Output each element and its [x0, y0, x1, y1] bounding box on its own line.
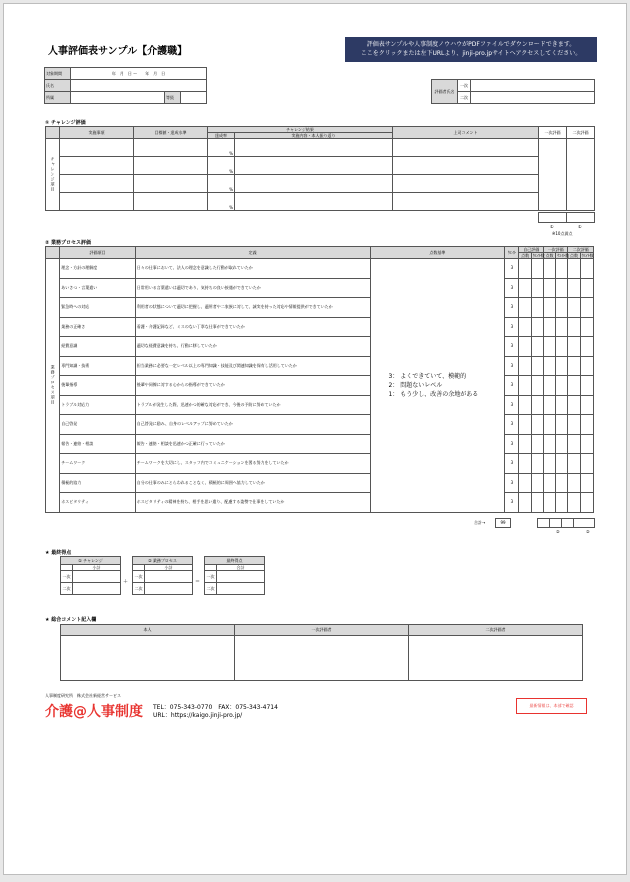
- process-total-label: 合計→: [474, 520, 486, 525]
- process-row: [46, 337, 594, 357]
- process-item-weight: 3: [505, 493, 519, 513]
- process-score-cell[interactable]: [519, 278, 531, 298]
- process-score-cell[interactable]: [519, 298, 531, 318]
- process-score-cell[interactable]: [556, 434, 568, 454]
- process-row: [46, 415, 594, 435]
- process-item-weight: 3: [505, 473, 519, 493]
- process-score-cell[interactable]: [556, 337, 568, 357]
- final-challenge-first[interactable]: [73, 571, 121, 583]
- process-score-cell[interactable]: [519, 259, 531, 279]
- process-item-name: トラブル対応力: [60, 395, 136, 415]
- process-item-weight: 3: [505, 415, 519, 435]
- process-item-definition: 報告・連絡・相談を迅速かつ正確に行っていたか: [135, 434, 370, 454]
- process-score-cell[interactable]: [556, 356, 568, 376]
- challenge-row-1-comment[interactable]: [393, 139, 539, 157]
- final-process-sub: 小計: [145, 565, 193, 571]
- process-criteria-cell: [370, 259, 505, 513]
- process-score-cell[interactable]: [519, 454, 531, 474]
- process-item-weight: 3: [505, 356, 519, 376]
- process-item-weight: 3: [505, 337, 519, 357]
- comment-second-header: 二次評価者: [409, 625, 583, 636]
- banner-line-1[interactable]: 評価表サンプルや人事制度ノウハウがPDFファイルでダウンロードできます。: [366, 41, 576, 48]
- banner-line-2[interactable]: ここをクリックまたは左下URLより、jinji-pro.jpサイトへアクセスしてください。: [360, 50, 582, 57]
- challenge-result-header: チャレンジ結果: [208, 127, 393, 133]
- process-score-cell[interactable]: [543, 454, 555, 474]
- process-score-cell[interactable]: [568, 278, 580, 298]
- challenge-row-3-rate[interactable]: %: [208, 175, 235, 193]
- comment-self-field[interactable]: [61, 636, 235, 681]
- process-score-cell[interactable]: [556, 395, 568, 415]
- process-second-score-header: 点数: [568, 253, 580, 259]
- download-banner[interactable]: [345, 37, 597, 62]
- process-score-cell[interactable]: [531, 317, 543, 337]
- process-score-cell[interactable]: [568, 259, 580, 279]
- process-item-weight: 3: [505, 259, 519, 279]
- process-score-cell[interactable]: [580, 493, 593, 513]
- process-item-name: 後輩指導: [60, 376, 136, 396]
- process-self-weighted-header: ｳｴｲﾄ数: [532, 252, 545, 258]
- process-item-definition: 看護・介護記録など、ミスのない丁寧な仕事ができていたか: [135, 317, 370, 337]
- footer-red-box: 最新情報は、本部で確認: [516, 698, 587, 714]
- process-score-cell[interactable]: [531, 278, 543, 298]
- process-score-cell[interactable]: [531, 493, 543, 513]
- name-field[interactable]: [71, 80, 207, 92]
- process-score-cell[interactable]: [519, 376, 531, 396]
- process-item-definition: トラブルが発生した際、迅速かつ的確な対応ができ、今後の予防に努めていたか: [135, 395, 370, 415]
- process-score-cell[interactable]: [568, 454, 580, 474]
- process-score-cell[interactable]: [580, 415, 593, 435]
- process-score-cell[interactable]: [519, 493, 531, 513]
- process-score-cell[interactable]: [568, 337, 580, 357]
- process-item-name: ホスピタリティ: [60, 493, 136, 513]
- criteria-line: 3： よくできていて、模範的: [388, 372, 467, 380]
- final-challenge-second-label: 二次: [61, 583, 73, 595]
- final-process-second[interactable]: [145, 583, 193, 595]
- process-score-cell[interactable]: [531, 454, 543, 474]
- process-self-score-header: 点数: [519, 253, 531, 259]
- process-score-cell[interactable]: [519, 395, 531, 415]
- process-score-cell[interactable]: [531, 298, 543, 318]
- process-score-cell[interactable]: [568, 395, 580, 415]
- process-item-definition: 日常用いる言葉遣いは適切であり、気持ちの良い接遇ができていたか: [135, 278, 370, 298]
- process-first-weighted-header: ｳｴｲﾄ数: [557, 252, 570, 258]
- challenge-first-score[interactable]: [539, 139, 567, 211]
- process-score-cell[interactable]: [568, 317, 580, 337]
- comment-self-header: 本人: [61, 625, 235, 636]
- challenge-row-1-rate[interactable]: %: [208, 139, 235, 157]
- period-field[interactable]: 年 月 日 ～ 年 月 日: [71, 68, 207, 80]
- evaluator-second-label: 二次: [458, 92, 471, 104]
- challenge-row-2-content[interactable]: [235, 157, 393, 175]
- challenge-circle-1b: ①: [578, 224, 582, 229]
- process-score-cell[interactable]: [543, 337, 555, 357]
- process-row: [46, 376, 594, 396]
- process-score-cell[interactable]: [543, 473, 555, 493]
- process-score-cell[interactable]: [543, 278, 555, 298]
- final-challenge-first-label: 一次: [61, 571, 73, 583]
- process-item-definition: 適切な経費意識を持ち、行動に移していたか: [135, 337, 370, 357]
- challenge-second-header: 二次評価: [567, 127, 595, 139]
- challenge-row-4-rate[interactable]: %: [208, 193, 235, 211]
- process-score-cell[interactable]: [580, 259, 593, 279]
- challenge-row-3-content[interactable]: [235, 175, 393, 193]
- challenge-row-4-goal[interactable]: [134, 193, 208, 211]
- process-score-cell[interactable]: [556, 493, 568, 513]
- process-total-second-score[interactable]: [562, 519, 574, 528]
- grade-label: 等級: [165, 92, 181, 104]
- process-self-header: 自己評価: [519, 247, 543, 253]
- process-score-cell[interactable]: [556, 473, 568, 493]
- final-challenge-title: ① チャレンジ: [61, 557, 121, 565]
- process-first-header: 一次評価: [543, 247, 567, 253]
- footer-logo: 介護@人事制度: [45, 704, 143, 720]
- process-score-cell[interactable]: [568, 356, 580, 376]
- challenge-row-1-item[interactable]: [60, 139, 134, 157]
- process-row: [46, 259, 594, 279]
- process-score-cell[interactable]: [543, 493, 555, 513]
- challenge-row-3-comment[interactable]: [393, 175, 539, 193]
- process-total-value: 99: [495, 518, 511, 528]
- final-box-challenge: [60, 556, 121, 595]
- final-total-sub: 合計: [217, 565, 265, 571]
- final-process-first[interactable]: [145, 571, 193, 583]
- process-item-definition: 日々の仕事において、法人の理念を意識した行動が取れていたか: [135, 259, 370, 279]
- challenge-row-2-item[interactable]: [60, 157, 134, 175]
- evaluator-second-field[interactable]: [471, 92, 595, 104]
- process-score-cell[interactable]: [556, 415, 568, 435]
- process-first-score-header: 点数: [543, 253, 555, 259]
- process-item-name: あいさつ・言葉遣い: [60, 278, 136, 298]
- criteria-line: 2： 問題ないレベル: [388, 381, 443, 389]
- challenge-subtotal-second[interactable]: [567, 213, 595, 223]
- process-side-label: 業務プロセス項目: [46, 259, 60, 513]
- challenge-row-2-rate[interactable]: %: [208, 157, 235, 175]
- process-item-definition: チームワークを大切にし、スタッフ内でコミュニケーションを図る努力をしていたか: [135, 454, 370, 474]
- process-total-first-weighted[interactable]: [550, 519, 562, 528]
- challenge-subtotal-table: [538, 212, 595, 223]
- process-item-definition: 自己啓発に励み、自身のレベルアップに努めていたか: [135, 415, 370, 435]
- final-total-second[interactable]: [217, 583, 265, 595]
- header-info-table: [44, 67, 207, 104]
- process-score-cell[interactable]: [531, 473, 543, 493]
- process-item-weight: 3: [505, 298, 519, 318]
- process-total-second-weighted[interactable]: [574, 519, 595, 528]
- process-score-cell[interactable]: [556, 317, 568, 337]
- final-total-first[interactable]: [217, 571, 265, 583]
- process-score-cell[interactable]: [543, 356, 555, 376]
- process-score-cell[interactable]: [580, 298, 593, 318]
- process-item-definition: 担当業務に必要な一定レベル以上の専門知識・技能及び関連知識を保有し活用していたか: [135, 356, 370, 376]
- process-score-cell[interactable]: [556, 454, 568, 474]
- process-score-cell[interactable]: [519, 473, 531, 493]
- process-second-header: 二次評価: [568, 247, 594, 253]
- challenge-row-2-comment[interactable]: [393, 157, 539, 175]
- process-score-cell[interactable]: [580, 473, 593, 493]
- evaluator-table: [431, 79, 595, 104]
- criteria-line: 1： もう少し、改善の余地がある: [388, 390, 479, 398]
- process-item-name: 専門知識・技術: [60, 356, 136, 376]
- challenge-second-score[interactable]: [567, 139, 595, 211]
- process-row: [46, 434, 594, 454]
- evaluator-label: 評価者氏名: [432, 80, 458, 104]
- process-score-cell[interactable]: [519, 356, 531, 376]
- final-equals-sign: ＝: [195, 579, 201, 585]
- process-score-cell[interactable]: [543, 415, 555, 435]
- challenge-subtotal-first[interactable]: [539, 213, 567, 223]
- process-score-cell[interactable]: [519, 337, 531, 357]
- process-score-cell[interactable]: [531, 395, 543, 415]
- process-score-cell[interactable]: [556, 259, 568, 279]
- process-score-cell[interactable]: [568, 473, 580, 493]
- process-item-name: 理念・方針の理解度: [60, 259, 136, 279]
- period-label: 対象期間: [45, 68, 71, 80]
- process-score-cell[interactable]: [519, 415, 531, 435]
- process-item-definition: ホスピタリティの精神を持ち、相手を思い遣り、配慮する姿勢で仕事をしていたか: [135, 493, 370, 513]
- final-box-process: [132, 556, 193, 595]
- final-total-title: 最終得点: [205, 557, 265, 565]
- challenge-note: ※10点満点: [552, 231, 573, 236]
- process-score-cell[interactable]: [543, 298, 555, 318]
- process-row: [46, 298, 594, 318]
- process-score-cell[interactable]: [568, 415, 580, 435]
- page-title: 人事評価表サンプル【介護職】: [48, 46, 188, 57]
- process-score-cell[interactable]: [580, 278, 593, 298]
- challenge-comment-header: 上司コメント: [393, 127, 539, 139]
- final-process-title: ② 業務プロセス: [133, 557, 193, 565]
- process-item-weight: 3: [505, 454, 519, 474]
- process-row: [46, 356, 594, 376]
- process-row: [46, 317, 594, 337]
- process-score-cell[interactable]: [568, 434, 580, 454]
- process-item-definition: 自分の仕事のみにとらわれることなく、積極的に周囲へ協力していたか: [135, 473, 370, 493]
- process-definition-header: 定義: [135, 247, 370, 259]
- challenge-row-4-comment[interactable]: [393, 193, 539, 211]
- process-score-cell[interactable]: [543, 259, 555, 279]
- process-score-cell[interactable]: [531, 356, 543, 376]
- process-weight-header: ｳｴｲﾄ: [505, 247, 519, 259]
- footer-contact: TEL：075-343-0770 FAX：075-343-4714: [153, 704, 278, 711]
- process-score-cell[interactable]: [519, 317, 531, 337]
- comment-table: [60, 624, 583, 681]
- final-process-second-label: 二次: [133, 583, 145, 595]
- dept-label: 所属: [45, 92, 71, 104]
- process-item-weight: 3: [505, 278, 519, 298]
- process-criteria-header: 点数基準: [370, 247, 505, 259]
- process-score-cell[interactable]: [531, 337, 543, 357]
- challenge-row-2-goal[interactable]: [134, 157, 208, 175]
- grade-field[interactable]: [181, 92, 207, 104]
- challenge-row-1-goal[interactable]: [134, 139, 208, 157]
- process-item-weight: 3: [505, 395, 519, 415]
- process-item-definition: 後輩や同僚に対する心からの指導ができていたか: [135, 376, 370, 396]
- process-score-cell[interactable]: [531, 415, 543, 435]
- process-item-name: 経費意識: [60, 337, 136, 357]
- process-score-cell[interactable]: [568, 376, 580, 396]
- final-box-total: [204, 556, 265, 595]
- evaluator-first-field[interactable]: [471, 80, 595, 92]
- process-total-table: [537, 518, 595, 528]
- process-item-definition: 利用者の状態について適切に把握し、適所者や二家族に対して、誠実を持った対応や情報提供ができていたか: [135, 298, 370, 318]
- name-label: 氏名: [45, 80, 71, 92]
- process-item-weight: 3: [505, 434, 519, 454]
- footer-tagline: 人事制度研究所 株式会社新経営サービス: [45, 693, 121, 698]
- process-table: [45, 246, 594, 513]
- process-score-cell[interactable]: [543, 376, 555, 396]
- process-item-name: 業務の正確さ: [60, 317, 136, 337]
- process-score-cell[interactable]: [580, 317, 593, 337]
- process-row: [46, 493, 594, 513]
- final-total-first-label: 一次: [205, 571, 217, 583]
- process-score-cell[interactable]: [531, 434, 543, 454]
- challenge-section-title: ① チャレンジ評価: [45, 120, 86, 126]
- process-section-title: ② 業務プロセス評価: [45, 240, 91, 246]
- footer-url[interactable]: URL：https://kaigo.jinji-pro.jp/: [153, 712, 243, 719]
- challenge-row-3-item[interactable]: [60, 175, 134, 193]
- evaluation-sheet-page: [3, 3, 627, 875]
- process-score-cell[interactable]: [519, 434, 531, 454]
- process-row: [46, 454, 594, 474]
- final-total-second-label: 二次: [205, 583, 217, 595]
- process-row: [46, 395, 594, 415]
- comment-first-header: 一次評価者: [235, 625, 409, 636]
- process-score-cell[interactable]: [580, 337, 593, 357]
- process-score-cell[interactable]: [556, 376, 568, 396]
- final-section-title: ★ 最終得点: [45, 550, 72, 556]
- challenge-row-4-item[interactable]: [60, 193, 134, 211]
- process-item-name: 報告・連絡・相談: [60, 434, 136, 454]
- process-score-cell[interactable]: [556, 298, 568, 318]
- process-score-cell[interactable]: [568, 493, 580, 513]
- process-row: [46, 278, 594, 298]
- challenge-row-4-content[interactable]: [235, 193, 393, 211]
- process-score-cell[interactable]: [543, 434, 555, 454]
- process-score-cell[interactable]: [580, 434, 593, 454]
- process-item-name: 緊急時への対応: [60, 298, 136, 318]
- process-score-cell[interactable]: [580, 454, 593, 474]
- process-second-weighted-header: ｳｴｲﾄ数: [581, 252, 594, 258]
- challenge-first-header: 一次評価: [539, 127, 567, 139]
- process-item-name: 積極的協力: [60, 473, 136, 493]
- process-score-cell[interactable]: [531, 259, 543, 279]
- process-circle-2b: ②: [586, 529, 590, 534]
- challenge-row-3-goal[interactable]: [134, 175, 208, 193]
- process-item-header: 評価項目: [60, 247, 136, 259]
- comment-section-title: ★ 総合コメント記入欄: [45, 617, 97, 623]
- challenge-items-header: 実施事項: [60, 127, 134, 139]
- comment-second-field[interactable]: [409, 636, 583, 681]
- final-challenge-sub: 小計: [73, 565, 121, 571]
- process-score-cell[interactable]: [580, 395, 593, 415]
- challenge-goal-header: 目標値・達成水準: [134, 127, 208, 139]
- process-item-weight: 3: [505, 317, 519, 337]
- dept-field[interactable]: [71, 92, 165, 104]
- challenge-achievement-header: 達成率: [208, 133, 235, 139]
- process-item-name: 自己啓発: [60, 415, 136, 435]
- process-score-cell[interactable]: [580, 356, 593, 376]
- challenge-circle-1: ①: [550, 224, 554, 229]
- process-score-cell[interactable]: [556, 278, 568, 298]
- process-score-cell[interactable]: [531, 376, 543, 396]
- final-challenge-second[interactable]: [73, 583, 121, 595]
- challenge-table: [45, 126, 595, 211]
- process-item-name: チームワーク: [60, 454, 136, 474]
- process-total-first-score[interactable]: [538, 519, 550, 528]
- process-score-cell[interactable]: [543, 317, 555, 337]
- final-process-first-label: 一次: [133, 571, 145, 583]
- process-circle-2a: ②: [556, 529, 560, 534]
- challenge-content-header: 実施内容・本人振り返り: [235, 133, 393, 139]
- process-item-weight: 3: [505, 376, 519, 396]
- comment-first-field[interactable]: [235, 636, 409, 681]
- challenge-row-1-content[interactable]: [235, 139, 393, 157]
- evaluator-first-label: 一次: [458, 80, 471, 92]
- process-row: [46, 473, 594, 493]
- process-score-cell[interactable]: [580, 376, 593, 396]
- final-plus-sign: ＋: [123, 579, 129, 585]
- process-score-cell[interactable]: [543, 395, 555, 415]
- challenge-side-label: チャレンジ項目: [46, 139, 60, 211]
- process-score-cell[interactable]: [568, 298, 580, 318]
